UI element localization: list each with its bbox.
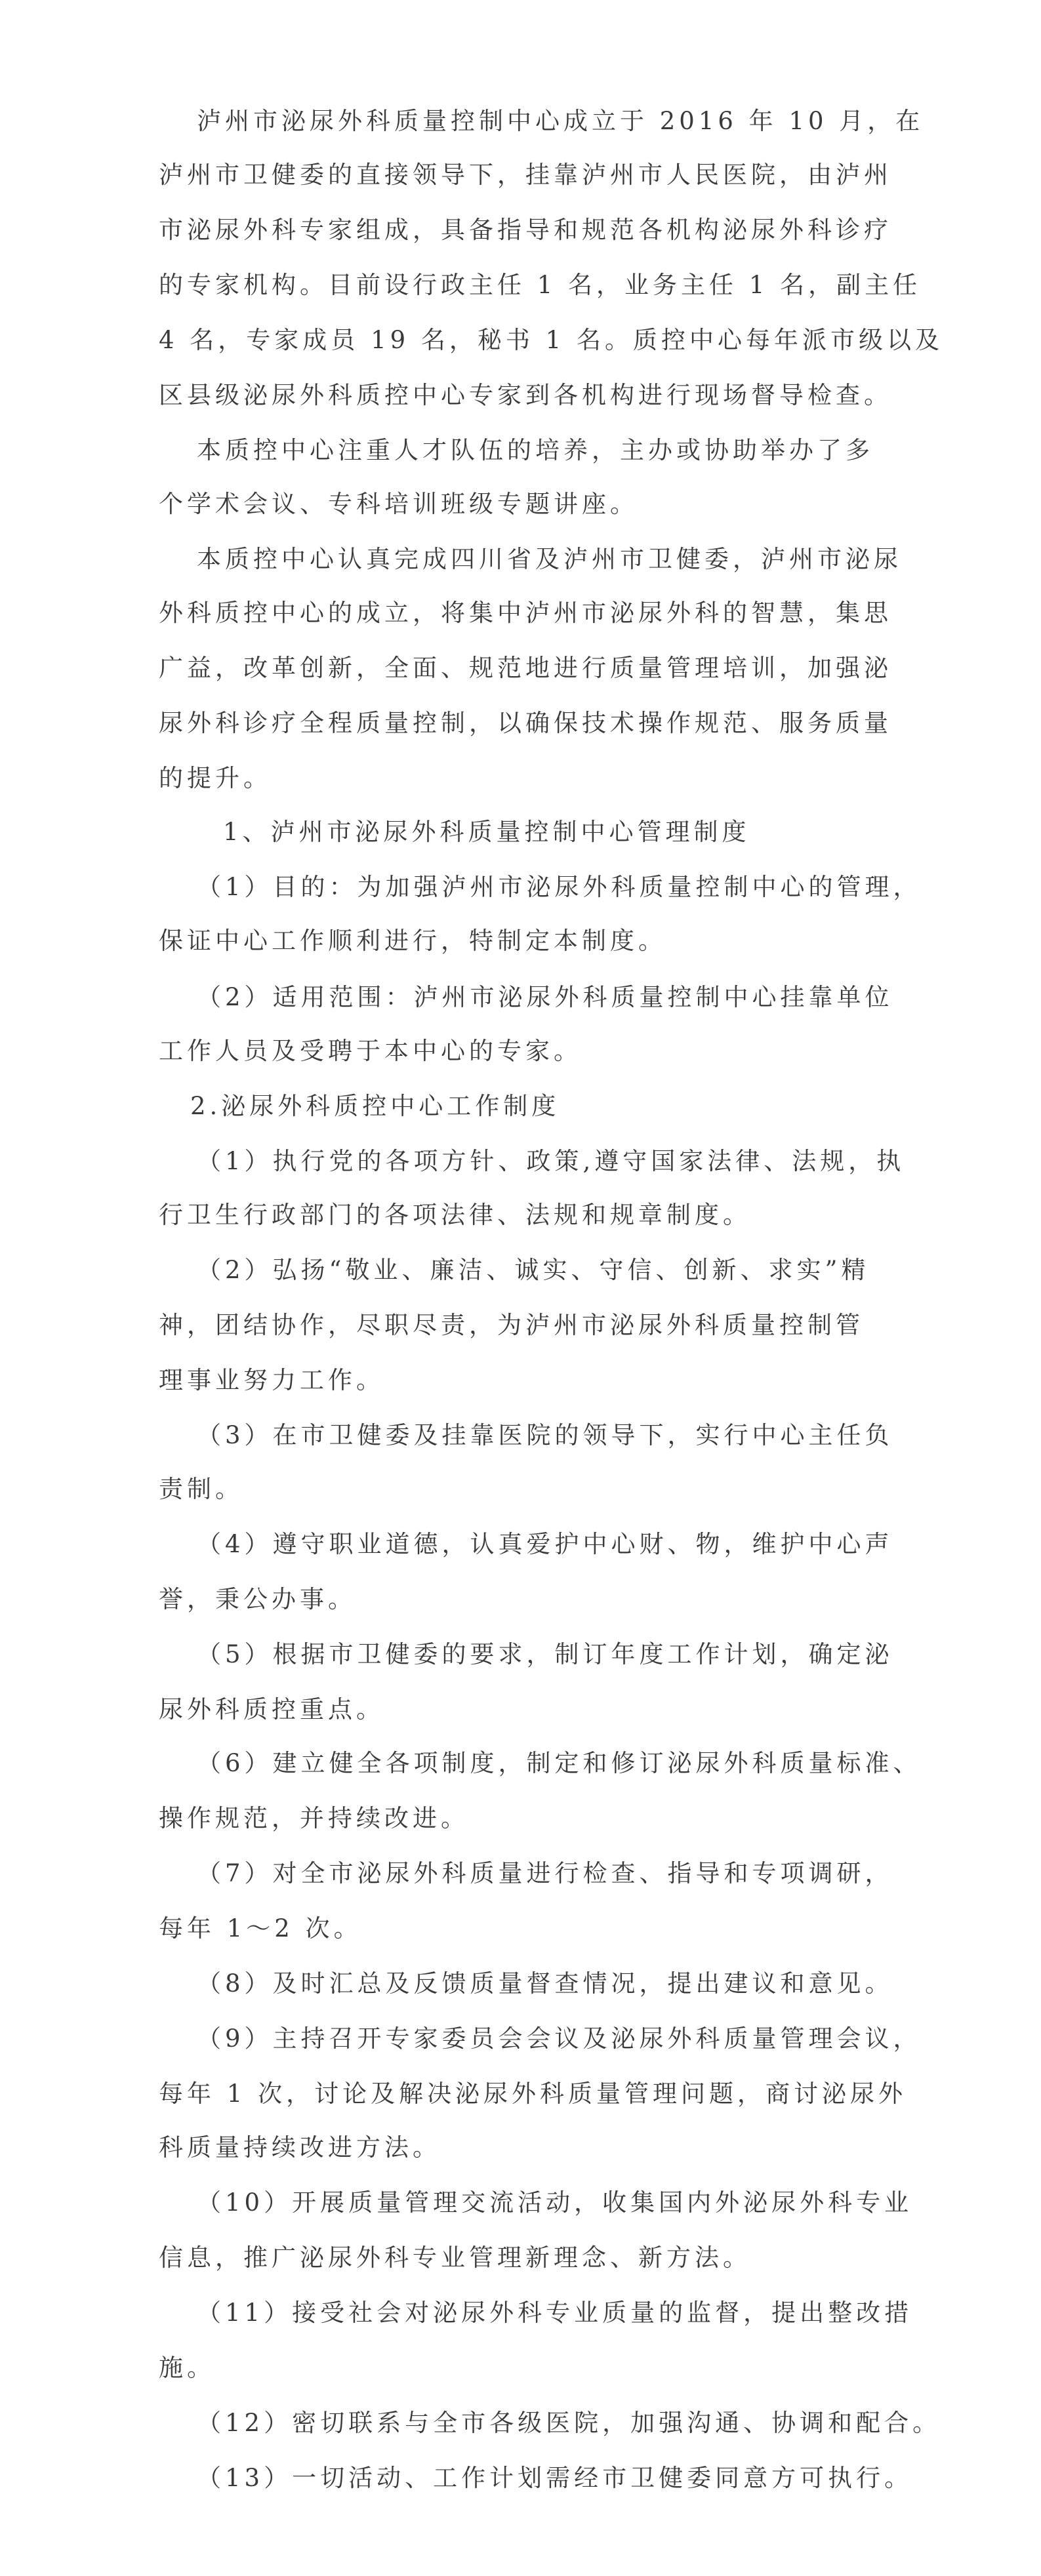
text-line: 责制。 [159,1475,243,1503]
text-line: 本质控中心认真完成四川省及泸州市卫健委，泸州市泌尿 [197,545,902,573]
text-line: （2）弘扬“敬业、廉洁、诚实、守信、创新、求实”精 [197,1256,870,1284]
text-line: （5）根据市卫健委的要求，制订年度工作计划，确定泌 [197,1640,893,1668]
text-line: （10）开展质量管理交流活动，收集国内外泌尿外科专业 [197,2188,913,2217]
text-line: 的提升。 [159,764,272,792]
text-line: 4 名，专家成员 19 名，秘书 1 名。质控中心每年派市级以及 [159,326,943,354]
text-line: 施。 [159,2354,215,2382]
text-line: （4）遵守职业道德，认真爱护中心财、物，维护中心声 [197,1530,893,1558]
text-line: 尿外科诊疗全程质量控制，以确保技术操作规范、服务质量 [159,709,892,737]
text-line: 1、泸州市泌尿外科质量控制中心管理制度 [223,818,750,846]
text-line: 保证中心工作顺利进行，特制定本制度。 [159,927,666,955]
text-line: （8）及时汇总及反馈质量督查情况，提出建议和意见。 [197,1969,893,1998]
text-line: 行卫生行政部门的各项法律、法规和规章制度。 [159,1201,751,1229]
text-line: 每年 1～2 次。 [159,1914,362,1942]
text-line: （7）对全市泌尿外科质量进行检查、指导和专项调研， [197,1859,893,1887]
text-line: （2）适用范围：泸州市泌尿外科质量控制中心挂靠单位 [197,983,893,1011]
text-line: 誉，秉公办事。 [159,1585,356,1613]
text-line: 操作规范，并持续改进。 [159,1804,469,1832]
text-line: （3）在市卫健委及挂靠医院的领导下，实行中心主任负 [197,1421,893,1449]
text-line: 个学术会议、专科培训班级专题讲座。 [159,490,638,518]
text-line: （12）密切联系与全市各级医院，加强沟通、协调和配合。 [197,2409,941,2437]
text-line: 广益，改革创新，全面、规范地进行质量管理培训，加强泌 [159,654,892,682]
text-line: （9）主持召开专家委员会会议及泌尿外科质量管理会议， [197,2024,922,2053]
text-line: （11）接受社会对泌尿外科专业质量的监督，提出整改措 [197,2299,913,2327]
text-line: 工作人员及受聘于本中心的专家。 [159,1037,582,1065]
text-line: 科质量持续改进方法。 [159,2133,441,2162]
text-line: 外科质控中心的成立，将集中泸州市泌尿外科的智慧，集思 [159,599,892,627]
text-line: 尿外科质控重点。 [159,1695,384,1723]
text-line: （1）执行党的各项方针、政策,遵守国家法律、法规，执 [197,1147,905,1175]
text-line: （13）一切活动、工作计划需经市卫健委同意方可执行。 [197,2464,913,2492]
text-line: 每年 1 次，讨论及解决泌尿外科质量管理问题，商讨泌尿外 [159,2080,907,2108]
text-line: 泸州市泌尿外科质量控制中心成立于 2016 年 10 月，在 [197,107,924,135]
text-line: （1）目的：为加强泸州市泌尿外科质量控制中心的管理， [197,873,922,901]
text-line: 神，团结协作，尽职尽责，为泸州市泌尿外科质量控制管 [159,1311,864,1339]
text-line: 市泌尿外科专家组成，具备指导和规范各机构泌尿外科诊疗 [159,216,892,244]
text-line: 的专家机构。目前设行政主任 1 名，业务主任 1 名，副主任 [159,271,922,299]
text-line: （6）建立健全各项制度，制定和修订泌尿外科质量标准、 [197,1749,922,1777]
text-line: 区县级泌尿外科质控中心专家到各机构进行现场督导检查。 [159,381,892,409]
text-line: 信息，推广泌尿外科专业管理新理念、新方法。 [159,2244,751,2272]
text-line: 2.泌尿外科质控中心工作制度 [190,1092,560,1120]
text-line: 本质控中心注重人才队伍的培养，主办或协助举办了多 [197,436,874,464]
text-line: 理事业努力工作。 [159,1366,384,1394]
text-line: 泸州市卫健委的直接领导下，挂靠泸州市人民医院，由泸州 [159,161,892,189]
